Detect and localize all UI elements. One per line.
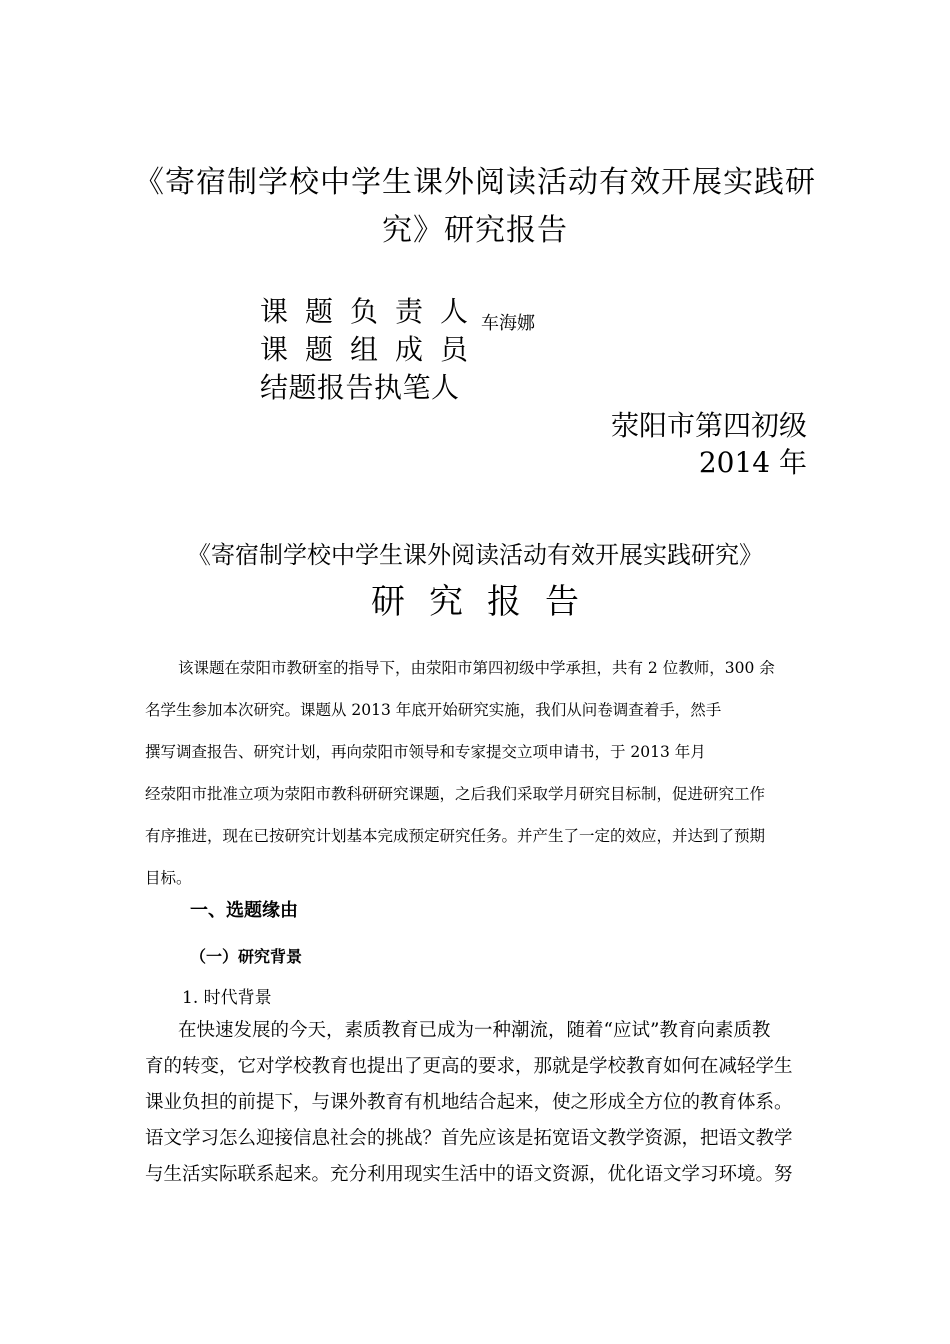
intro-line: 撰写调查报告、研究计划，再向荥阳市领导和专家提交立项申请书，于 2013 年月 — [145, 743, 706, 761]
subsubsection-heading: 1. 时代背景 — [182, 988, 272, 1008]
intro-line: 目标。 — [145, 869, 192, 887]
intro-line: 名学生参加本次研究。课题从 2013 年底开始研究实施，我们从问卷调查着手，然手 — [145, 701, 722, 719]
report-subtitle: 研究报告 — [371, 582, 603, 622]
body-line: 在快速发展的今天，素质教育已成为一种潮流，随着“应试”教育向素质教 — [178, 1020, 771, 1041]
label-report-writer: 结题报告执笔人 — [260, 371, 460, 404]
body-line: 语文学习怎么迎接信息社会的挑战？首先应该是拓宽语文教学资源，把语文教学 — [145, 1128, 793, 1149]
section-heading: 一、选题缘由 — [190, 900, 298, 921]
report-title: 《寄宿制学校中学生课外阅读活动有效开展实践研究》 — [187, 541, 763, 569]
cover-year: 2014 年 — [698, 446, 807, 479]
project-leader-name: 车海娜 — [481, 313, 535, 334]
body-line: 与生活实际联系起来。充分利用现实生活中的语文资源，优化语文学习环境。努 — [145, 1164, 793, 1185]
subsection-heading: （一）研究背景 — [190, 947, 303, 966]
body-line: 课业负担的前提下，与课外教育有机地结合起来，使之形成全方位的教育体系。 — [145, 1092, 793, 1113]
cover-school: 荥阳市第四初级 — [610, 409, 807, 442]
intro-line: 有序推进，现在已按研究计划基本完成预定研究任务。并产生了一定的效应，并达到了预期 — [145, 827, 766, 845]
body-line: 育的转变，它对学校教育也提出了更高的要求，那就是学校教育如何在减轻学生 — [145, 1056, 793, 1077]
intro-line: 该课题在荥阳市教研室的指导下，由荥阳市第四初级中学承担，共有 2 位教师，300 余 — [178, 659, 775, 677]
body-paragraph — [145, 1013, 807, 1193]
cover-title-line-2: 究》研究报告 — [382, 213, 568, 248]
intro-paragraph — [145, 647, 807, 899]
label-project-leader: 课题负责人 — [260, 295, 486, 328]
label-project-members: 课题组成员 — [260, 333, 486, 366]
intro-line: 经荥阳市批准立项为荥阳市教科研研究课题，之后我们采取学月研究目标制，促进研究工作 — [145, 785, 766, 803]
cover-title-line-1: 《寄宿制学校中学生课外阅读活动有效开展实践研 — [134, 165, 816, 200]
